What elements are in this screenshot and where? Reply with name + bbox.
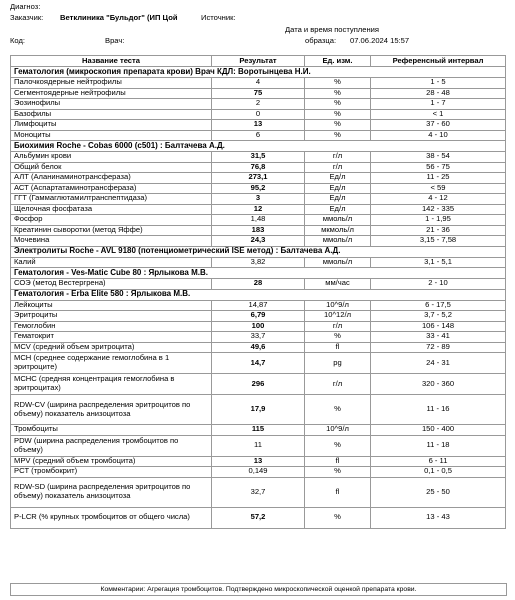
section-title: Гематология - Erba Elite 580 : Ярлыкова М.В. — [11, 289, 506, 300]
test-result: 14,87 — [212, 300, 305, 311]
test-unit: % — [305, 507, 371, 528]
test-unit: ммоль/л — [305, 257, 371, 268]
test-reference: 320 - 360 — [371, 374, 506, 395]
test-name: МСН (среднее содержание гемоглобина в 1 эритроците) — [11, 353, 212, 374]
test-name: Креатинин сыворотки (метод Яффе) — [11, 225, 212, 236]
table-row — [11, 332, 506, 343]
test-reference: 25 - 50 — [371, 477, 506, 507]
section-header — [11, 289, 506, 300]
test-reference: 6 - 17,5 — [371, 300, 506, 311]
test-name: Гематокрит — [11, 332, 212, 343]
test-reference: 24 - 31 — [371, 353, 506, 374]
test-name: Лимфоциты — [11, 120, 212, 131]
test-reference: 1 - 7 — [371, 99, 506, 110]
table-row — [11, 467, 506, 478]
table-row — [11, 99, 506, 110]
test-unit: мкмоль/л — [305, 225, 371, 236]
test-unit: Ед/л — [305, 204, 371, 215]
test-name: Сегментоядерные нейтрофилы — [11, 88, 212, 99]
test-result: 31,5 — [212, 152, 305, 163]
table-row — [11, 353, 506, 374]
test-unit: % — [305, 130, 371, 141]
date-label: Дата и время поступления — [285, 25, 380, 34]
test-unit: г/л — [305, 152, 371, 163]
table-row — [11, 456, 506, 467]
section-header — [11, 246, 506, 257]
test-name: Альбумин крови — [11, 152, 212, 163]
test-name: МСНС (средняя концентрация гемоглобина в эритроцитах) — [11, 374, 212, 395]
table-row — [11, 279, 506, 290]
test-name: PCT (тромбокрит) — [11, 467, 212, 478]
test-reference: 150 - 400 — [371, 425, 506, 436]
test-result: 75 — [212, 88, 305, 99]
test-result: 32,7 — [212, 477, 305, 507]
test-reference: 38 - 54 — [371, 152, 506, 163]
test-result: 95,2 — [212, 183, 305, 194]
test-unit: % — [305, 120, 371, 131]
test-name: Моноциты — [11, 130, 212, 141]
table-row — [11, 435, 506, 456]
table-row — [11, 194, 506, 205]
test-unit: % — [305, 395, 371, 425]
table-row — [11, 152, 506, 163]
table-row — [11, 374, 506, 395]
table-row — [11, 257, 506, 268]
column-header-unit: Ед. изм. — [305, 56, 371, 67]
test-name: Щелочная фосфатаза — [11, 204, 212, 215]
test-name: Палочкоядерные нейтрофилы — [11, 78, 212, 89]
test-result: 49,6 — [212, 342, 305, 353]
test-reference: 1 - 5 — [371, 78, 506, 89]
sample-datetime: 07.06.2024 15:57 — [350, 36, 410, 45]
table-row — [11, 88, 506, 99]
test-reference: 4 - 12 — [371, 194, 506, 205]
test-reference: 37 - 60 — [371, 120, 506, 131]
test-reference: 11 - 18 — [371, 435, 506, 456]
test-name: MCV (средний объем эритроцита) — [11, 342, 212, 353]
test-unit: % — [305, 99, 371, 110]
test-reference: 1 - 1,95 — [371, 215, 506, 226]
test-reference: < 1 — [371, 109, 506, 120]
test-result: 28 — [212, 279, 305, 290]
test-name: Общий белок — [11, 162, 212, 173]
test-result: 24,3 — [212, 236, 305, 247]
test-result: 2 — [212, 99, 305, 110]
test-unit: 10^12/л — [305, 311, 371, 322]
table-row — [11, 300, 506, 311]
test-result: 0 — [212, 109, 305, 120]
test-result: 273,1 — [212, 173, 305, 184]
test-name: АСТ (Аспартатаминотрансфераза) — [11, 183, 212, 194]
test-name: Мочевина — [11, 236, 212, 247]
test-name: Лейкоциты — [11, 300, 212, 311]
test-result: 12 — [212, 204, 305, 215]
table-row — [11, 120, 506, 131]
test-name: СОЭ (метод Вестергрена) — [11, 279, 212, 290]
table-row — [11, 78, 506, 89]
test-unit: % — [305, 88, 371, 99]
test-unit: 10^9/л — [305, 300, 371, 311]
test-unit: fl — [305, 456, 371, 467]
test-result: 13 — [212, 120, 305, 131]
test-unit: pg — [305, 353, 371, 374]
section-title: Гематология - Ves-Matic Cube 80 : Ярлыкова М.В. — [11, 268, 506, 279]
test-unit: % — [305, 435, 371, 456]
table-row — [11, 173, 506, 184]
sample-label: образца: — [305, 36, 337, 45]
test-unit: Ед/л — [305, 173, 371, 184]
test-reference: 72 - 89 — [371, 342, 506, 353]
test-reference: 142 - 335 — [371, 204, 506, 215]
test-reference: 3,7 - 5,2 — [371, 311, 506, 322]
test-reference: 2 - 10 — [371, 279, 506, 290]
table-row — [11, 204, 506, 215]
test-name: Тромбоциты — [11, 425, 212, 436]
test-unit: 10^9/л — [305, 425, 371, 436]
customer-value: Ветклиника "Бульдог" (ИП Цой — [60, 13, 178, 22]
table-row — [11, 162, 506, 173]
test-name: PDW (ширина распределения тромбоцитов по объему) — [11, 435, 212, 456]
test-name: Фосфор — [11, 215, 212, 226]
test-unit: % — [305, 109, 371, 120]
customer-label: Заказчик: — [10, 13, 44, 22]
test-result: 0,149 — [212, 467, 305, 478]
table-row — [11, 507, 506, 528]
test-name: P-LCR (% крупных тромбоцитов от общего числа) — [11, 507, 212, 528]
test-unit: % — [305, 467, 371, 478]
test-name: ГГТ (Гаммаглютамилтранспептидаза) — [11, 194, 212, 205]
table-row — [11, 321, 506, 332]
test-reference: < 59 — [371, 183, 506, 194]
table-row — [11, 130, 506, 141]
test-unit: г/л — [305, 321, 371, 332]
test-result: 17,9 — [212, 395, 305, 425]
test-reference: 4 - 10 — [371, 130, 506, 141]
test-name: Базофилы — [11, 109, 212, 120]
column-header-result: Результат — [212, 56, 305, 67]
table-header-row — [11, 56, 506, 67]
test-result: 3,82 — [212, 257, 305, 268]
test-result: 6 — [212, 130, 305, 141]
section-header — [11, 141, 506, 152]
doctor-label: Врач: — [105, 36, 125, 45]
code-label: Код: — [10, 36, 26, 45]
test-reference: 11 - 16 — [371, 395, 506, 425]
source-label: Источник: — [201, 13, 236, 22]
test-name: АЛТ (Аланинаминотрансфераза) — [11, 173, 212, 184]
test-result: 183 — [212, 225, 305, 236]
test-name: Гемоглобин — [11, 321, 212, 332]
column-header-test: Название теста — [11, 56, 212, 67]
section-header — [11, 67, 506, 78]
table-row — [11, 342, 506, 353]
test-reference: 11 - 25 — [371, 173, 506, 184]
section-header — [11, 268, 506, 279]
comment-box: Комментарии: Агрегация тромбоцитов. Подтверждено микроскопической оценкой препарата крови. — [10, 583, 507, 596]
test-result: 296 — [212, 374, 305, 395]
table-row — [11, 477, 506, 507]
test-result: 3 — [212, 194, 305, 205]
test-name: RDW-CV (ширина распределения эритроцитов по объему) показатель анизоцитоза — [11, 395, 212, 425]
test-name: Эозинофилы — [11, 99, 212, 110]
column-header-reference: Референсный интервал — [371, 56, 506, 67]
test-name: MPV (средний объем тромбоцита) — [11, 456, 212, 467]
test-reference: 3,15 - 7,58 — [371, 236, 506, 247]
test-unit: ммоль/л — [305, 236, 371, 247]
test-result: 14,7 — [212, 353, 305, 374]
test-unit: % — [305, 78, 371, 89]
test-unit: % — [305, 332, 371, 343]
section-title: Биохимия Roche - Cobas 6000 (c501) : Балтачева А.Д. — [11, 141, 506, 152]
table-row — [11, 395, 506, 425]
test-unit: мм/час — [305, 279, 371, 290]
table-row — [11, 225, 506, 236]
test-unit: г/л — [305, 374, 371, 395]
results-table — [10, 55, 506, 529]
test-reference: 21 - 36 — [371, 225, 506, 236]
test-reference: 28 - 48 — [371, 88, 506, 99]
test-result: 11 — [212, 435, 305, 456]
table-row — [11, 311, 506, 322]
test-unit: ммоль/л — [305, 215, 371, 226]
test-result: 6,79 — [212, 311, 305, 322]
test-name: Калий — [11, 257, 212, 268]
test-reference: 106 - 148 — [371, 321, 506, 332]
test-result: 4 — [212, 78, 305, 89]
test-result: 1,48 — [212, 215, 305, 226]
diagnosis-label: Диагноз: — [10, 2, 41, 11]
test-unit: fl — [305, 477, 371, 507]
table-row — [11, 425, 506, 436]
table-row — [11, 109, 506, 120]
section-title: Гематология (микроскопия препарата крови) Врач КДЛ: Воротынцева Н.И. — [11, 67, 506, 78]
test-result: 57,2 — [212, 507, 305, 528]
test-result: 33,7 — [212, 332, 305, 343]
table-row — [11, 215, 506, 226]
test-reference: 13 - 43 — [371, 507, 506, 528]
table-row — [11, 183, 506, 194]
test-name: RDW-SD (ширина распределения эритроцитов по объему) показатель анизоцитоза — [11, 477, 212, 507]
test-reference: 6 - 11 — [371, 456, 506, 467]
test-name: Эритроциты — [11, 311, 212, 322]
test-result: 100 — [212, 321, 305, 332]
test-unit: fl — [305, 342, 371, 353]
test-reference: 0,1 - 0,5 — [371, 467, 506, 478]
test-result: 115 — [212, 425, 305, 436]
test-unit: г/л — [305, 162, 371, 173]
test-result: 13 — [212, 456, 305, 467]
test-reference: 56 - 75 — [371, 162, 506, 173]
test-unit: Ед/л — [305, 183, 371, 194]
table-row — [11, 236, 506, 247]
section-title: Электролиты Roche - AVL 9180 (потенциометрический ISE метод) : Балтачева А.Д. — [11, 246, 506, 257]
test-result: 76,8 — [212, 162, 305, 173]
test-unit: Ед/л — [305, 194, 371, 205]
test-reference: 33 - 41 — [371, 332, 506, 343]
test-reference: 3,1 - 5,1 — [371, 257, 506, 268]
